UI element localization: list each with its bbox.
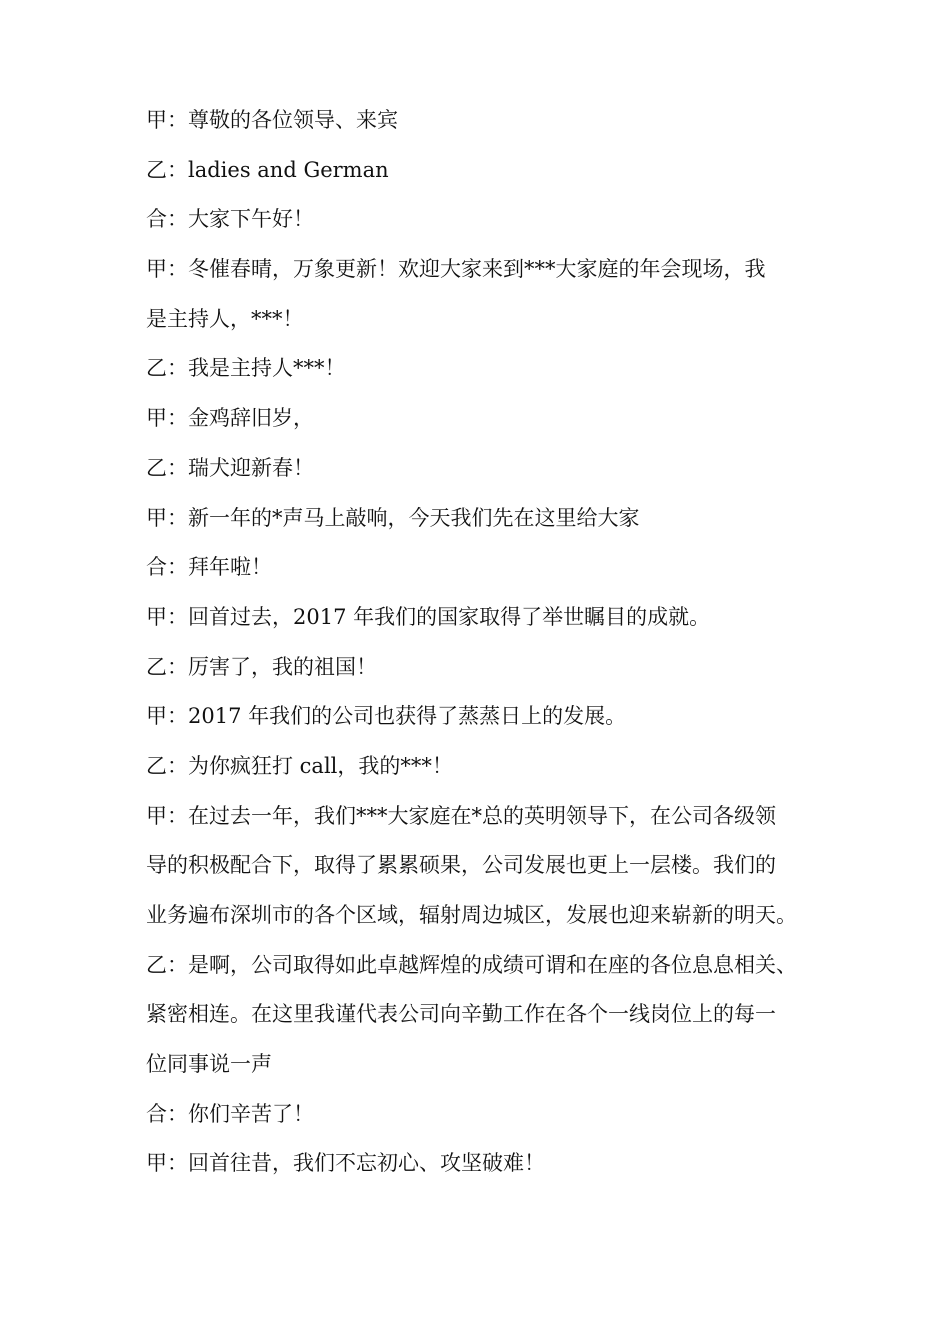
text-line: 乙：ladies and German <box>146 157 389 182</box>
text-line: 合：拜年啦！ <box>146 555 272 580</box>
text-line: 甲：冬催春晴，万象更新！欢迎大家来到***大家庭的年会现场，我 <box>146 257 766 282</box>
text-line: 乙：为你疯狂打 call，我的***！ <box>146 753 453 778</box>
text-line: 导的积极配合下，取得了累累硕果，公司发展也更上一层楼。我们的 <box>146 853 776 878</box>
text-line: 甲：2017 年我们的公司也获得了蒸蒸日上的发展。 <box>146 704 627 729</box>
text-line: 乙：厉害了，我的祖国！ <box>146 654 377 679</box>
text-line: 紧密相连。在这里我谨代表公司向辛勤工作在各个一线岗位上的每一 <box>146 1002 776 1027</box>
text-line: 甲：回首过去，2017 年我们的国家取得了举世瞩目的成就。 <box>146 604 711 629</box>
text-line: 业务遍布深圳市的各个区域，辐射周边城区，发展也迎来崭新的明天。 <box>146 903 797 927</box>
text-line: 乙：我是主持人***！ <box>146 356 346 381</box>
text-line: 甲：金鸡辞旧岁， <box>146 406 314 431</box>
text-line: 合：大家下午好！ <box>146 207 314 232</box>
text-line: 合：你们辛苦了！ <box>146 1101 314 1126</box>
document-body <box>146 96 818 1189</box>
text-line: 甲：新一年的*声马上敲响，今天我们先在这里给大家 <box>146 505 640 530</box>
text-line: 乙：瑞犬迎新春！ <box>146 455 314 480</box>
text-line: 是主持人，***！ <box>146 306 304 331</box>
text-line: 位同事说一声 <box>146 1052 272 1077</box>
text-line: 甲：在过去一年，我们***大家庭在*总的英明领导下，在公司各级领 <box>146 803 776 828</box>
text-line: 甲：尊敬的各位领导、来宾 <box>146 108 398 132</box>
text-line: 乙：是啊，公司取得如此卓越辉煌的成绩可谓和在座的各位息息相关、 <box>146 952 797 977</box>
text-line: 甲：回首往昔，我们不忘初心、攻坚破难！ <box>146 1151 545 1176</box>
